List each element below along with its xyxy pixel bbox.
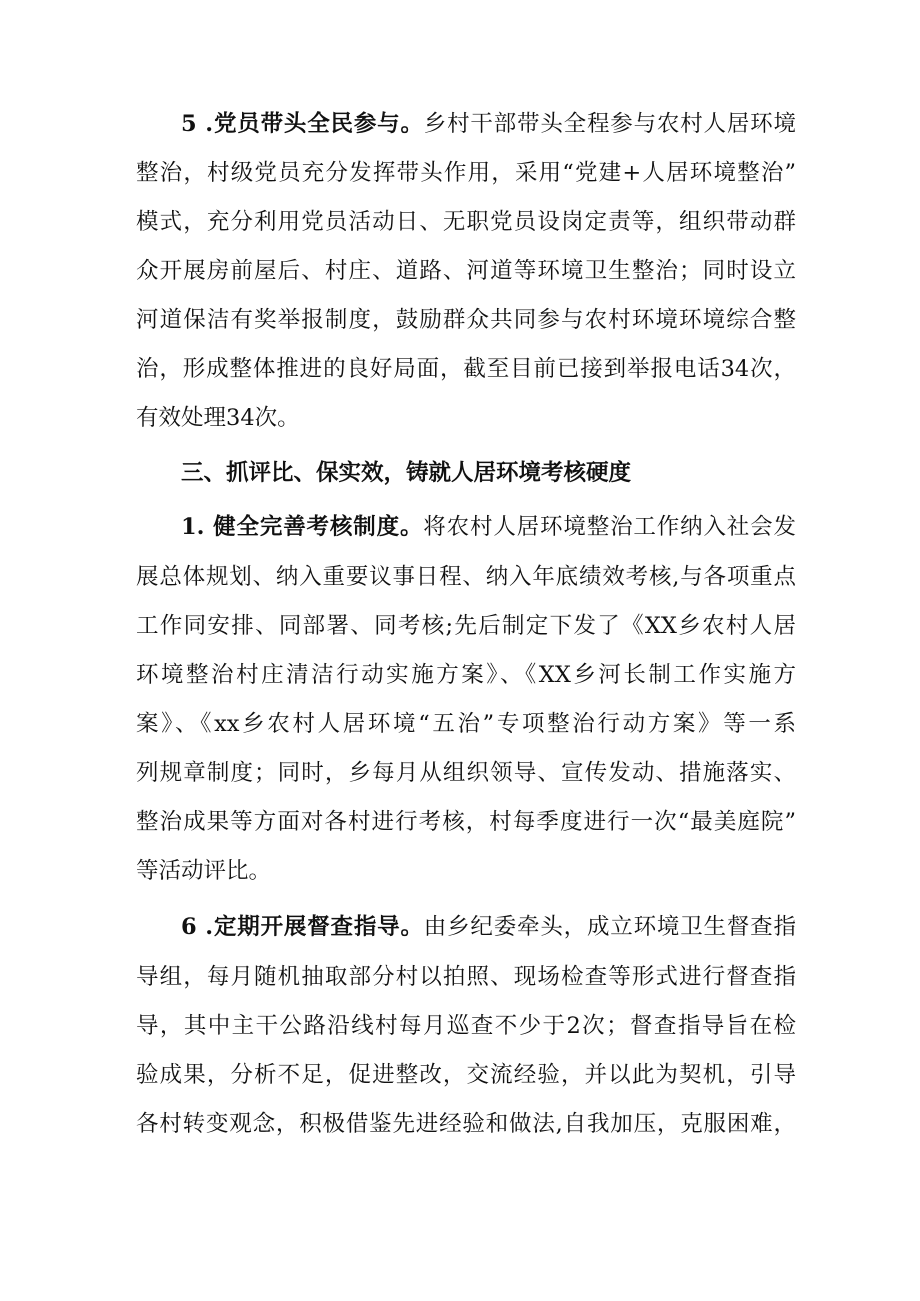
paragraph-6-text: 由乡纪委牵头，成立环境卫生督查指 [423,914,796,940]
paragraph-5-line-5: 河道保洁有奖举报制度，鼓励群众共同参与农村环境环境综合整 [136,307,796,333]
paragraph-1-line-2: 展总体规划、纳入重要议事日程、纳入年底绩效考核,与各项重点 [136,564,796,590]
paragraph-5-line-3: 模式，充分利用党员活动日、无职党员设岗定责等，组织带动群 [136,209,796,235]
paragraph-1-text: 将农村人居环境整治工作纳入社会发 [423,514,796,540]
paragraph-5-line-4: 众开展房前屋后、村庄、道路、河道等环境卫生整治；同时设立 [136,258,796,284]
paragraph-1-line-5: 案》、《xx乡农村人居环境“五治”专项整治行动方案》等一系 [136,711,796,737]
paragraph-5-line-7: 有效处理34次。 [136,405,300,431]
paragraph-1-line-6: 列规章制度；同时，乡每月从组织领导、宣传发动、措施落实、 [136,760,796,786]
paragraph-1-line-7: 整治成果等方面对各村进行考核，村每季度进行一次“最美庭院” [136,809,796,835]
paragraph-6-line-3: 导，其中主干公路沿线村每月巡查不少于2次；督查指导旨在检 [136,1013,796,1039]
paragraph-1-line-1 [181,511,796,543]
paragraph-6-line-4: 验成果，分析不足，促进整改，交流经验，并以此为契机，引导 [136,1062,796,1088]
paragraph-6-line-2: 导组，每月随机抽取部分村以拍照、现场检查等形式进行督查指 [136,964,796,990]
paragraph-5-text: 乡村干部带头全程参与农村人居环境 [423,111,796,137]
paragraph-1-line-4: 环境整治村庄清洁行动实施方案》、《XX乡河长制工作实施方 [136,662,796,688]
paragraph-5-line-1 [181,108,796,140]
paragraph-6-line-1 [181,911,796,943]
paragraph-5-line-2: 整治，村级党员充分发挥带头作用，采用“党建+人居环境整治” [136,160,796,186]
paragraph-1-line-8: 等活动评比。 [136,858,272,884]
paragraph-1-lead: 1. 健全完善考核制度。 [181,514,424,540]
paragraph-6-lead: 6 .定期开展督查指导。 [181,914,424,940]
paragraph-5-line-6: 治，形成整体推进的良好局面，截至目前已接到举报电话34次， [136,356,796,382]
paragraph-6-line-5: 各村转变观念，积极借鉴先进经验和做法,自我加压，克服困难， [136,1111,796,1137]
paragraph-5-lead: 5 .党员带头全民参与。 [181,111,424,137]
section-heading: 三、抓评比、保实效，铸就人居环境考核硬度 [181,460,632,486]
paragraph-1-line-3: 工作同安排、同部署、同考核;先后制定下发了《XX乡农村人居 [136,613,796,639]
